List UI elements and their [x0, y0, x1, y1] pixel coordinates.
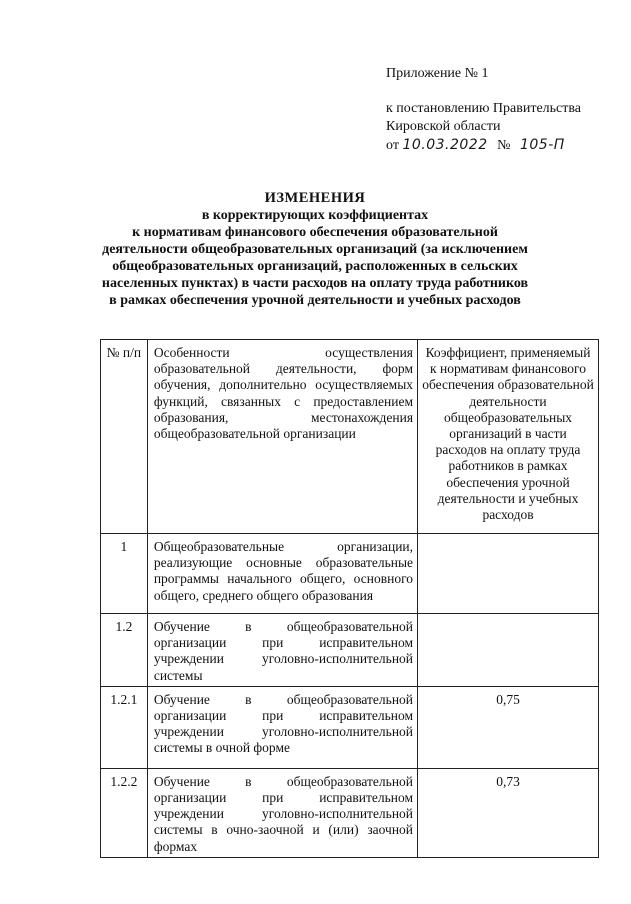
row-desc: Обучение в общеобразовательной организации при исправительном учреждении уголовно-исполнительной системы в очно-заочной и (или) заочной формах — [147, 768, 417, 857]
title-line: в корректирующих коэффициентах — [201, 208, 429, 223]
table-row — [101, 534, 599, 614]
header-coef: Коэффициент, применяемый к нормативам финансового обеспечения образовательной деятельности общеобразовательных организаций в части расходов на оплату труда работников в рамках обеспечения урочной деятельности и учебных расходов — [418, 340, 599, 534]
row-num: 1.2.2 — [101, 768, 148, 857]
decree-prefix: от — [386, 138, 399, 153]
title-line: деятельности общеобразовательных организаций (за исключением — [102, 242, 528, 257]
table-row — [101, 768, 599, 857]
row-coef: 0,75 — [418, 686, 599, 768]
header-num: № п/п — [101, 340, 148, 534]
title-heading: ИЗМЕНЕНИЯ — [264, 190, 366, 206]
row-coef — [418, 614, 599, 687]
decree-number-label: № — [497, 138, 511, 153]
row-num: 1.2 — [101, 614, 148, 687]
title-line: к нормативам финансового обеспечения образовательной — [132, 225, 498, 240]
title-line: населенных пунктах) в части расходов на оплату труда работников — [101, 276, 529, 291]
row-desc: Обучение в общеобразовательной организации при исправительном учреждении уголовно-исполнительной системы в очной форме — [147, 686, 417, 768]
decree-number: 105-П — [519, 137, 565, 153]
decree-line-2: Кировской области — [386, 119, 501, 134]
coefficients-table — [100, 339, 599, 858]
decree-reference — [386, 100, 626, 155]
decree-line-1: к постановлению Правительства — [386, 101, 582, 116]
appendix-label: Приложение № 1 — [386, 66, 489, 81]
table-row — [101, 614, 599, 687]
row-desc: Общеобразовательные организации, реализующие основные образовательные программы начального общего, основного общего, среднего общего образования — [147, 534, 417, 614]
decree-date: 10.03.2022 — [402, 137, 488, 153]
title-line: общеобразовательных организаций, расположенных в сельских — [112, 259, 518, 274]
table-row — [101, 686, 599, 768]
row-desc: Обучение в общеобразовательной организации при исправительном учреждении уголовно-исполнительной системы — [147, 614, 417, 687]
header-desc: Особенности осуществления образовательной деятельности, форм обучения, дополнительно осуществляемых функций, связанных с предоставлением образования, местонахождения общеобразовательной организации — [147, 340, 417, 534]
decree-line-3 — [386, 136, 626, 155]
row-coef: 0,73 — [418, 768, 599, 857]
title-line: в рамках обеспечения урочной деятельности и учебных расходов — [109, 293, 521, 308]
table-header-row — [101, 340, 599, 534]
row-num: 1.2.1 — [101, 686, 148, 768]
document-title — [95, 190, 535, 309]
row-num: 1 — [101, 534, 148, 614]
row-coef — [418, 534, 599, 614]
